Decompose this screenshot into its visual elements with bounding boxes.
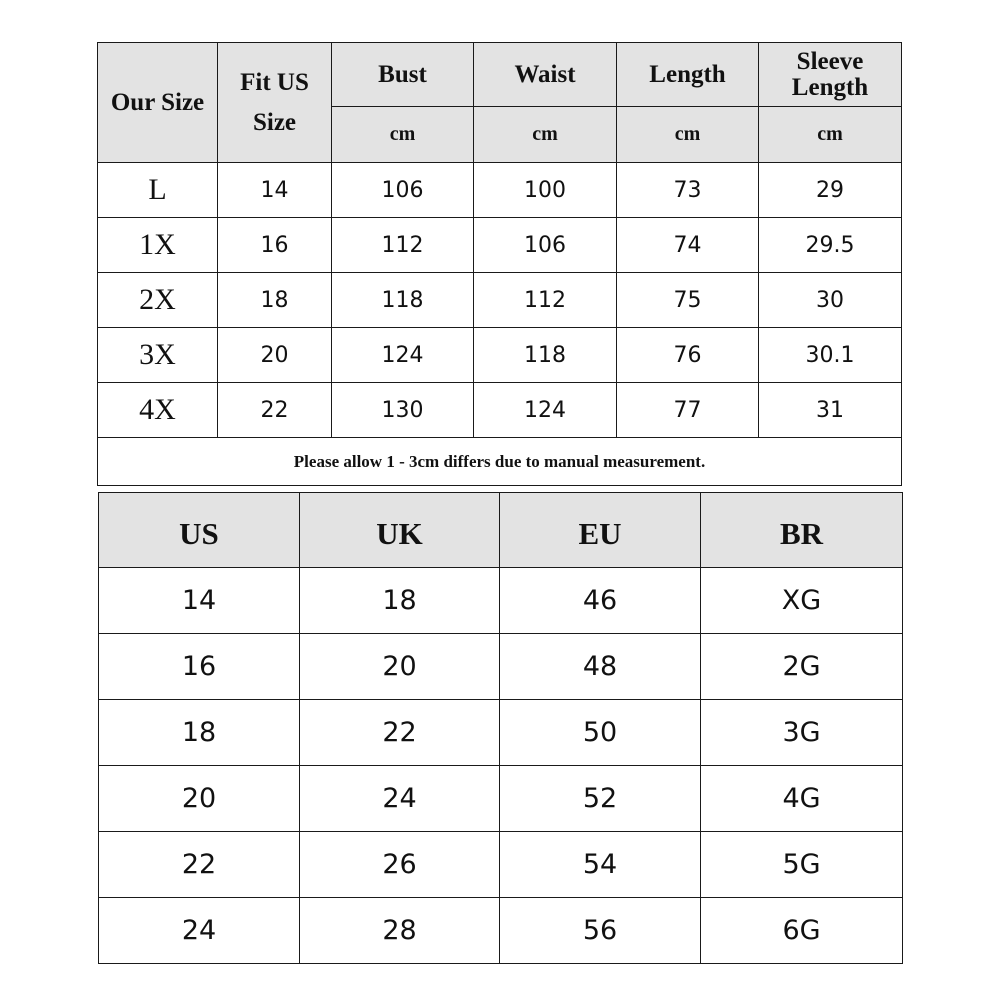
size-row: [98, 383, 902, 438]
cell-length: 76: [617, 328, 759, 383]
cell-sleeve: 29.5: [759, 218, 902, 273]
unit-bust: cm: [332, 107, 474, 163]
cell-our: 3X: [98, 328, 218, 383]
measurement-note: Please allow 1 - 3cm differs due to manual measurement.: [98, 438, 902, 486]
size-row: [98, 218, 902, 273]
conversion-row: [99, 898, 903, 964]
conv-cell-br: 2G: [701, 634, 903, 700]
unit-waist: cm: [474, 107, 617, 163]
cell-sleeve: 31: [759, 383, 902, 438]
conversion-row: [99, 568, 903, 634]
conv-cell-us: 20: [99, 766, 300, 832]
conv-header-br: BR: [701, 493, 903, 568]
conv-cell-uk: 20: [300, 634, 500, 700]
header-bust: Bust: [332, 43, 474, 107]
cell-bust: 130: [332, 383, 474, 438]
size-row: [98, 273, 902, 328]
cell-waist: 106: [474, 218, 617, 273]
conversion-row: [99, 634, 903, 700]
header-waist: Waist: [474, 43, 617, 107]
conv-cell-eu: 54: [500, 832, 701, 898]
cell-waist: 112: [474, 273, 617, 328]
cell-length: 73: [617, 163, 759, 218]
conv-cell-uk: 22: [300, 700, 500, 766]
size-measurement-table: [97, 42, 902, 486]
conv-cell-us: 14: [99, 568, 300, 634]
cell-bust: 118: [332, 273, 474, 328]
conv-cell-eu: 56: [500, 898, 701, 964]
conv-cell-us: 22: [99, 832, 300, 898]
header-sleeve-line1: Sleeve: [796, 47, 864, 75]
conv-header-eu: EU: [500, 493, 701, 568]
cell-bust: 112: [332, 218, 474, 273]
cell-bust: 124: [332, 328, 474, 383]
cell-sleeve: 30: [759, 273, 902, 328]
header-fit-us-size: [218, 43, 332, 163]
cell-our: 1X: [98, 218, 218, 273]
unit-sleeve: cm: [759, 107, 902, 163]
cell-us: 22: [218, 383, 332, 438]
conv-cell-uk: 28: [300, 898, 500, 964]
size-row: [98, 328, 902, 383]
conv-cell-br: 6G: [701, 898, 903, 964]
cell-waist: 124: [474, 383, 617, 438]
cell-waist: 118: [474, 328, 617, 383]
cell-us: 16: [218, 218, 332, 273]
conv-cell-br: 5G: [701, 832, 903, 898]
conv-cell-br: 4G: [701, 766, 903, 832]
cell-length: 75: [617, 273, 759, 328]
conversion-row: [99, 766, 903, 832]
cell-our: 2X: [98, 273, 218, 328]
conv-cell-eu: 50: [500, 700, 701, 766]
header-sleeve-length: [759, 43, 902, 107]
size-conversion-table: [98, 492, 903, 964]
size-row: [98, 163, 902, 218]
conv-cell-eu: 52: [500, 766, 701, 832]
conv-cell-eu: 48: [500, 634, 701, 700]
conv-cell-us: 16: [99, 634, 300, 700]
header-fit-us-line1: Fit US: [240, 68, 309, 96]
conv-cell-uk: 18: [300, 568, 500, 634]
cell-our: L: [98, 163, 218, 218]
cell-us: 20: [218, 328, 332, 383]
header-length: Length: [617, 43, 759, 107]
cell-us: 14: [218, 163, 332, 218]
conv-cell-us: 24: [99, 898, 300, 964]
conv-cell-br: 3G: [701, 700, 903, 766]
conversion-row: [99, 700, 903, 766]
conv-header-us: US: [99, 493, 300, 568]
cell-length: 74: [617, 218, 759, 273]
cell-length: 77: [617, 383, 759, 438]
cell-sleeve: 29: [759, 163, 902, 218]
conversion-row: [99, 832, 903, 898]
cell-bust: 106: [332, 163, 474, 218]
cell-our: 4X: [98, 383, 218, 438]
conv-cell-uk: 26: [300, 832, 500, 898]
cell-waist: 100: [474, 163, 617, 218]
conv-cell-eu: 46: [500, 568, 701, 634]
conv-header-uk: UK: [300, 493, 500, 568]
conv-cell-us: 18: [99, 700, 300, 766]
cell-sleeve: 30.1: [759, 328, 902, 383]
header-our-size: Our Size: [98, 43, 218, 163]
header-fit-us-line2: Size: [252, 108, 297, 136]
conv-cell-br: XG: [701, 568, 903, 634]
cell-us: 18: [218, 273, 332, 328]
unit-length: cm: [617, 107, 759, 163]
conv-cell-uk: 24: [300, 766, 500, 832]
header-sleeve-line2: Length: [791, 73, 869, 101]
